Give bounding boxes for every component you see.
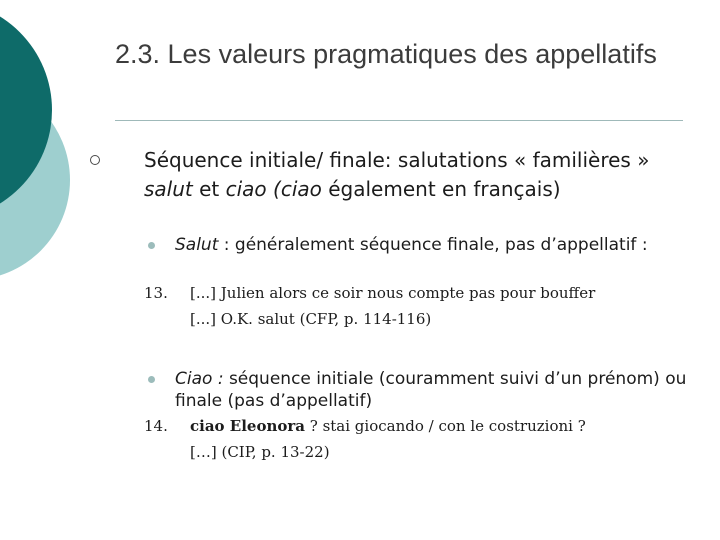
- sub-bullet-salut: [148, 234, 688, 256]
- example-14: [144, 413, 694, 465]
- sub-bullet-ciao-rest: séquence initiale (couramment suivi d’un prénom) ou finale (pas d’appellatif): [175, 369, 687, 411]
- example-13-line1: [144, 280, 694, 306]
- sub-bullet-salut-rest: : généralement séquence finale, pas d’appellatif :: [218, 235, 648, 255]
- salut-term: salut: [144, 177, 193, 201]
- sub-bullet-salut-text: [175, 234, 688, 256]
- sub-bullet-ciao-text: [175, 368, 688, 412]
- example-14-bold: ciao Eleonora: [190, 417, 305, 435]
- example-13-line2: [...] O.K. salut (CFP, p. 114-116): [190, 310, 432, 328]
- example-14-line1: [144, 413, 694, 439]
- ciao-term: ciao (ciao: [225, 177, 322, 201]
- example-number: 13.: [144, 284, 168, 302]
- example-number: 14.: [144, 417, 168, 435]
- main-bullet-text: [144, 146, 690, 204]
- example-13-text1: [...] Julien alors ce soir nous compte pas pour bouffer: [190, 284, 596, 302]
- salut-heading: Salut: [175, 235, 219, 255]
- filled-circle-bullet-icon: [148, 242, 155, 249]
- hollow-circle-bullet-icon: [90, 155, 100, 165]
- main-bullet-tail: également en français): [321, 177, 561, 201]
- slide-title: 2.3. Les valeurs pragmatiques des appellatifs: [115, 39, 657, 69]
- main-bullet-part1: Séquence initiale/ finale: salutations « familières »: [144, 148, 650, 172]
- example-13: [144, 280, 694, 332]
- main-bullet-conjunction: et: [192, 177, 226, 201]
- filled-circle-bullet-icon: [148, 376, 155, 383]
- ciao-heading: Ciao :: [175, 369, 224, 389]
- title-divider: [115, 120, 683, 121]
- sub-bullet-ciao: [148, 368, 688, 412]
- example-14-line2: […] (CIP, p. 13-22): [190, 443, 330, 461]
- main-bullet: [90, 146, 690, 204]
- example-14-text1: ? stai giocando / con le costruzioni ?: [305, 417, 586, 435]
